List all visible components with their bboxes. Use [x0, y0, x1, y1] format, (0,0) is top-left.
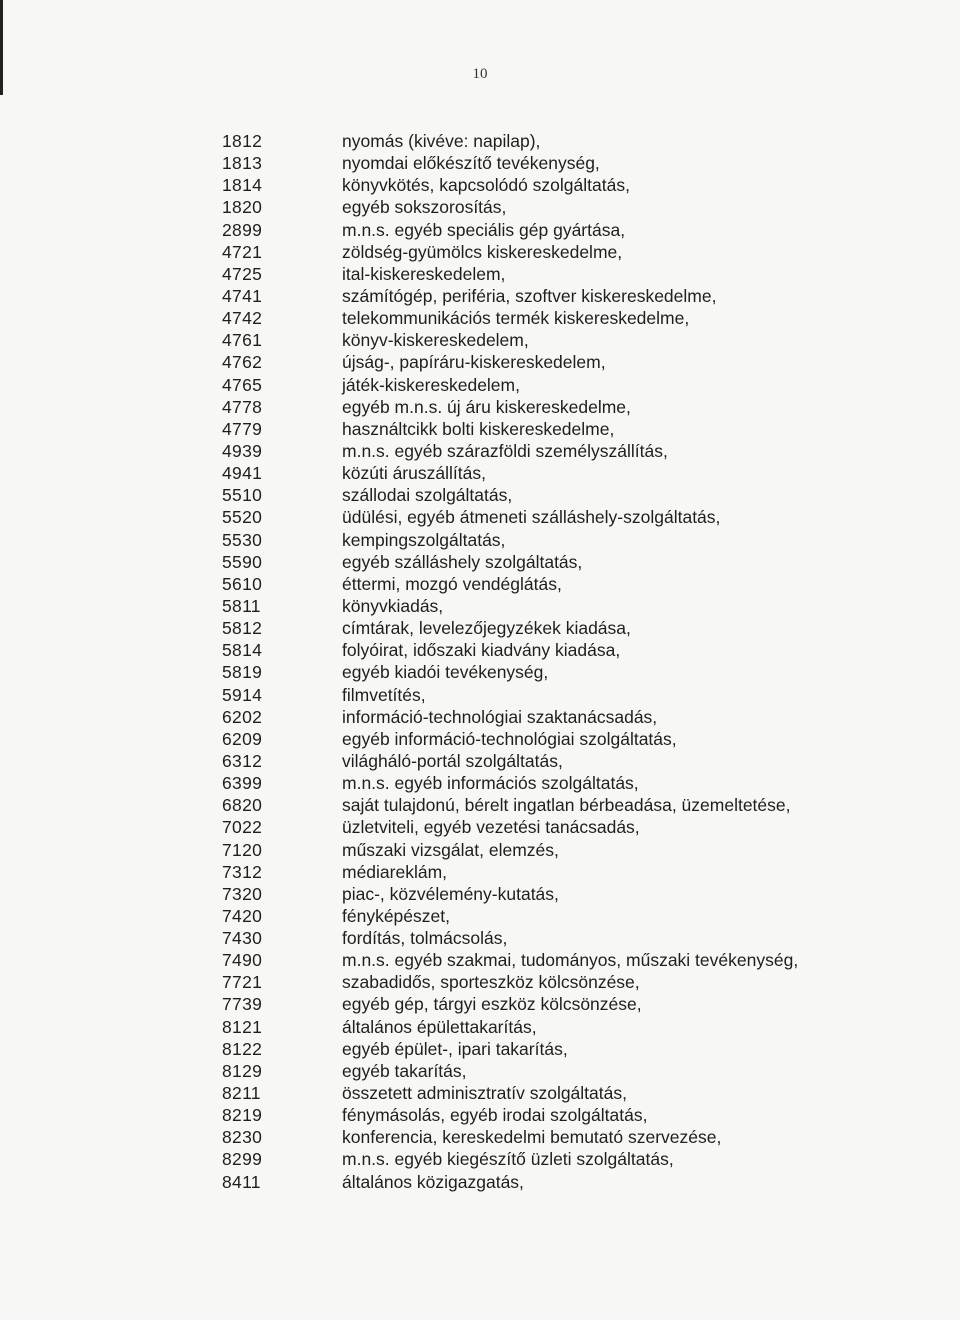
list-item — [0, 307, 960, 329]
list-item — [0, 905, 960, 927]
activity-description: szabadidős, sporteszköz kölcsönzése, — [342, 972, 640, 993]
page-number: 10 — [472, 66, 488, 82]
activity-code: 7739 — [222, 994, 263, 1015]
activity-description: fényképészet, — [342, 905, 450, 926]
activity-code: 4741 — [222, 285, 263, 306]
list-item — [0, 816, 960, 838]
list-item — [0, 1171, 960, 1193]
activity-code: 7312 — [222, 861, 263, 882]
activity-description: telekommunikációs termék kiskereskedelme, — [342, 308, 690, 329]
list-item — [0, 639, 960, 661]
activity-description: fordítás, tolmácsolás, — [342, 928, 508, 949]
activity-code: 4939 — [222, 440, 263, 461]
activity-description: újság-, papíráru-kiskereskedelem, — [342, 352, 606, 373]
list-item — [0, 595, 960, 617]
list-item — [0, 971, 960, 993]
activity-code: 6399 — [222, 773, 263, 794]
list-item — [0, 861, 960, 883]
activity-code: 1813 — [222, 153, 263, 174]
activity-description: közúti áruszállítás, — [342, 463, 486, 484]
list-item — [0, 219, 960, 241]
list-item — [0, 949, 960, 971]
list-item — [0, 1126, 960, 1148]
list-item — [0, 927, 960, 949]
activity-code: 5510 — [222, 485, 263, 506]
activity-description: információ-technológiai szaktanácsadás, — [342, 706, 658, 727]
activity-description: zöldség-gyümölcs kiskereskedelme, — [342, 241, 623, 262]
list-item — [0, 1148, 960, 1170]
activity-code: 4762 — [222, 352, 263, 373]
activity-description: általános közigazgatás, — [342, 1171, 524, 1192]
list-item — [0, 551, 960, 573]
activity-description: m.n.s. egyéb speciális gép gyártása, — [342, 219, 626, 240]
activity-description: egyéb információ-technológiai szolgáltatás, — [342, 728, 677, 749]
activity-description: piac-, közvélemény-kutatás, — [342, 883, 559, 904]
activity-code: 5610 — [222, 573, 263, 594]
activity-description: m.n.s. egyéb szakmai, tudományos, műszaki tevékenység, — [342, 950, 799, 971]
activity-code: 8219 — [222, 1105, 263, 1126]
activity-code: 5520 — [222, 507, 263, 528]
activity-description: üdülési, egyéb átmeneti szálláshely-szolgáltatás, — [342, 507, 721, 528]
list-item — [0, 374, 960, 396]
list-item — [0, 684, 960, 706]
list-item — [0, 396, 960, 418]
list-item — [0, 661, 960, 683]
activity-code: 7320 — [222, 883, 263, 904]
list-item — [0, 993, 960, 1015]
activity-description: konferencia, kereskedelmi bemutató szervezése, — [342, 1127, 722, 1148]
activity-description: általános épülettakarítás, — [342, 1016, 537, 1037]
activity-code: 2899 — [222, 219, 263, 240]
list-item — [0, 573, 960, 595]
activity-description: egyéb szálláshely szolgáltatás, — [342, 551, 583, 572]
activity-code: 7721 — [222, 972, 263, 993]
activity-description: médiareklám, — [342, 861, 448, 882]
activity-code: 4778 — [222, 396, 263, 417]
activity-description: filmvetítés, — [342, 684, 426, 705]
activity-description: egyéb takarítás, — [342, 1060, 467, 1081]
activity-code: 4725 — [222, 263, 263, 284]
activity-description: m.n.s. egyéb szárazföldi személyszállítás, — [342, 440, 668, 461]
list-item — [0, 1016, 960, 1038]
list-item — [0, 1060, 960, 1082]
activity-description: egyéb sokszorosítás, — [342, 197, 507, 218]
list-item — [0, 883, 960, 905]
activity-description: egyéb kiadói tevékenység, — [342, 662, 549, 683]
activity-code: 7420 — [222, 905, 263, 926]
activity-code: 8211 — [222, 1083, 261, 1104]
activity-code: 6202 — [222, 706, 263, 727]
activity-code: 5590 — [222, 551, 263, 572]
activity-description: könyvkiadás, — [342, 595, 444, 616]
activity-code: 5914 — [222, 684, 263, 705]
activity-description: szállodai szolgáltatás, — [342, 485, 513, 506]
list-item — [0, 440, 960, 462]
activity-code: 7430 — [222, 928, 263, 949]
list-item — [0, 617, 960, 639]
activity-description: m.n.s. egyéb információs szolgáltatás, — [342, 773, 639, 794]
activity-code: 5530 — [222, 529, 263, 550]
activity-code: 7490 — [222, 950, 263, 971]
activity-code: 4765 — [222, 374, 263, 395]
activity-code: 8122 — [222, 1038, 263, 1059]
activity-code: 1814 — [222, 175, 263, 196]
list-item — [0, 351, 960, 373]
activity-code: 6209 — [222, 728, 263, 749]
activity-code: 5814 — [222, 640, 263, 661]
activity-description: éttermi, mozgó vendéglátás, — [342, 573, 562, 594]
activity-description: használtcikk bolti kiskereskedelme, — [342, 418, 615, 439]
activity-description: nyomdai előkészítő tevékenység, — [342, 153, 600, 174]
activity-description: folyóirat, időszaki kiadvány kiadása, — [342, 640, 621, 661]
list-item — [0, 728, 960, 750]
list-item — [0, 130, 960, 152]
activity-description: egyéb gép, tárgyi eszköz kölcsönzése, — [342, 994, 642, 1015]
activity-description: kempingszolgáltatás, — [342, 529, 506, 550]
activity-description: fénymásolás, egyéb irodai szolgáltatás, — [342, 1105, 648, 1126]
list-item — [0, 484, 960, 506]
activity-description: számítógép, periféria, szoftver kiskereskedelme, — [342, 285, 717, 306]
list-item — [0, 263, 960, 285]
activity-code: 4761 — [222, 330, 263, 351]
activity-description: címtárak, levelezőjegyzékek kiadása, — [342, 618, 631, 639]
activity-description: műszaki vizsgálat, elemzés, — [342, 839, 559, 860]
activity-description: könyv-kiskereskedelem, — [342, 330, 529, 351]
activity-description: ital-kiskereskedelem, — [342, 263, 506, 284]
list-item — [0, 750, 960, 772]
activity-code: 4779 — [222, 418, 263, 439]
activity-code: 8299 — [222, 1149, 263, 1170]
activity-description: játék-kiskereskedelem, — [342, 374, 520, 395]
list-item — [0, 241, 960, 263]
list-item — [0, 794, 960, 816]
list-item — [0, 418, 960, 440]
list-item — [0, 1082, 960, 1104]
list-item — [0, 529, 960, 551]
activity-description: könyvkötés, kapcsolódó szolgáltatás, — [342, 175, 630, 196]
activity-code: 1820 — [222, 197, 263, 218]
activity-code: 7120 — [222, 839, 263, 860]
list-item — [0, 152, 960, 174]
list-item — [0, 706, 960, 728]
activity-code: 4721 — [222, 241, 263, 262]
activity-code: 1812 — [222, 131, 263, 151]
activity-description: összetett adminisztratív szolgáltatás, — [342, 1083, 627, 1104]
activity-description: m.n.s. egyéb kiegészítő üzleti szolgáltatás, — [342, 1149, 674, 1170]
activity-code: 7022 — [222, 817, 263, 838]
list-item — [0, 174, 960, 196]
list-item — [0, 462, 960, 484]
activity-description: saját tulajdonú, bérelt ingatlan bérbeadása, üzemeltetése, — [342, 795, 791, 816]
activity-code: 8121 — [222, 1016, 263, 1037]
list-item — [0, 1038, 960, 1060]
activity-code: 4941 — [222, 463, 263, 484]
list-item — [0, 772, 960, 794]
activity-code: 5811 — [222, 595, 261, 616]
activity-code: 5819 — [222, 662, 263, 683]
activity-description: egyéb épület-, ipari takarítás, — [342, 1038, 568, 1059]
activity-code-list — [0, 130, 960, 1193]
list-item — [0, 329, 960, 351]
list-item — [0, 285, 960, 307]
list-item — [0, 839, 960, 861]
list-item — [0, 196, 960, 218]
activity-code: 8230 — [222, 1127, 263, 1148]
activity-description: egyéb m.n.s. új áru kiskereskedelme, — [342, 396, 631, 417]
activity-code: 8411 — [222, 1171, 261, 1192]
list-item — [0, 506, 960, 528]
activity-description: világháló-portál szolgáltatás, — [342, 750, 563, 771]
activity-description: nyomás (kivéve: napilap), — [342, 131, 541, 151]
activity-code: 6820 — [222, 795, 263, 816]
activity-code: 6312 — [222, 750, 263, 771]
activity-description: üzletviteli, egyéb vezetési tanácsadás, — [342, 817, 640, 838]
activity-code: 8129 — [222, 1060, 263, 1081]
activity-code: 4742 — [222, 308, 263, 329]
activity-code: 5812 — [222, 618, 263, 639]
list-item — [0, 1104, 960, 1126]
